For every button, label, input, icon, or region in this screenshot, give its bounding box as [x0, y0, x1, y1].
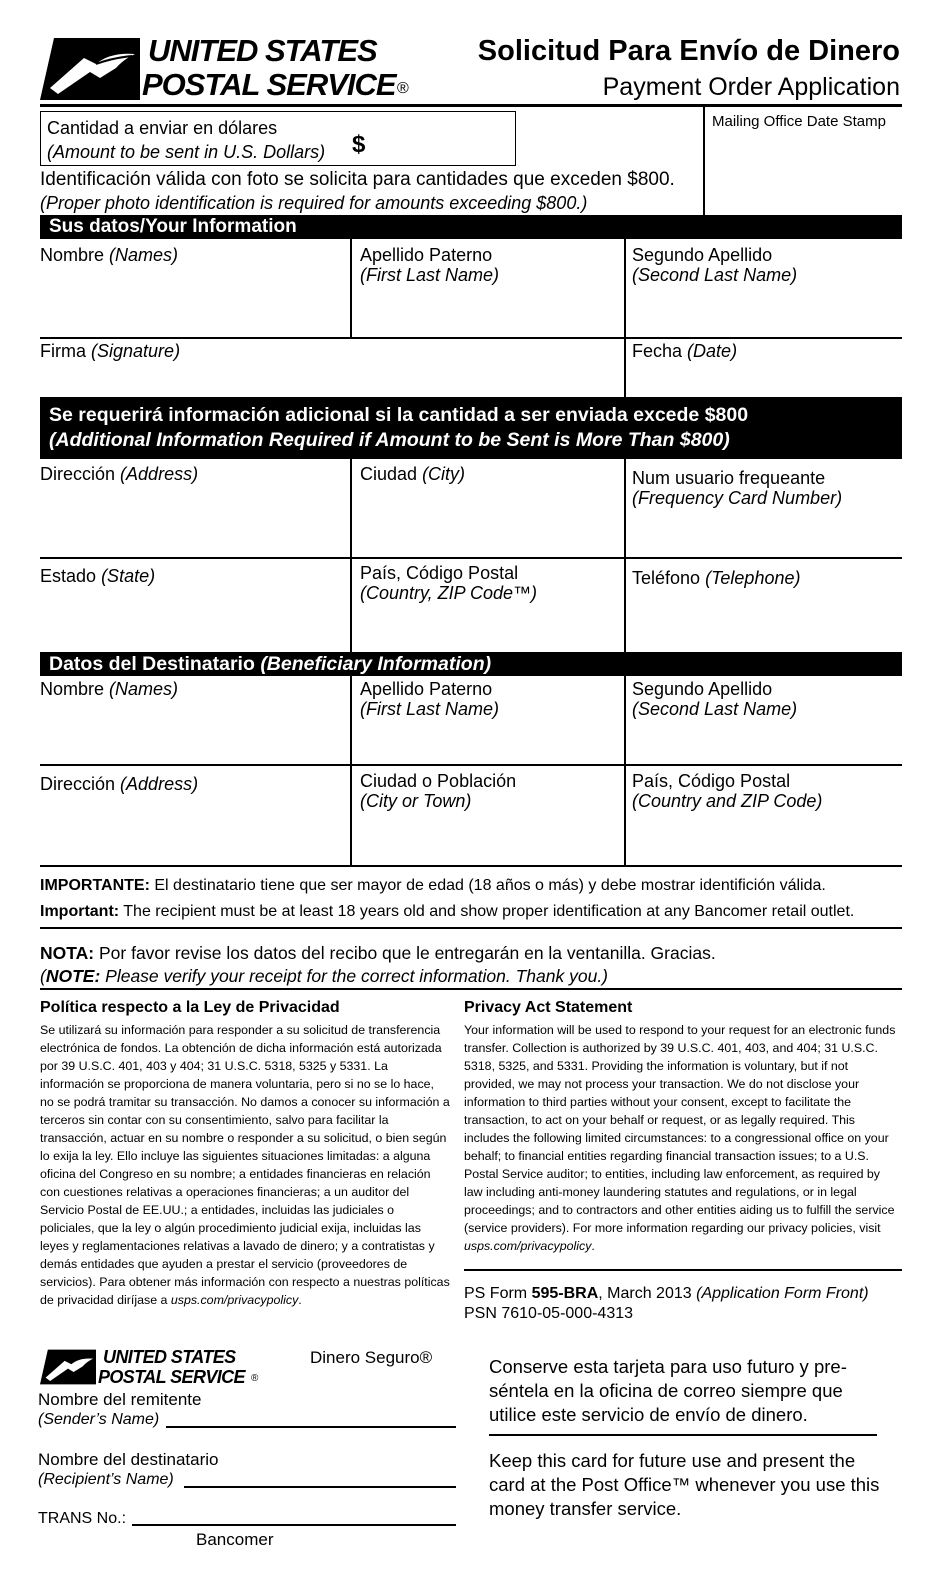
privacy-end-en: . [591, 1239, 595, 1253]
additional-header-en: (Additional Information Required if Amount to be Sent is More Than $800) [49, 429, 730, 451]
frequency-label-en: (Frequency Card Number) [632, 488, 843, 508]
sender-first-last-label-en: (First Last Name) [360, 265, 500, 285]
card-keep-en: Keep this card for future use and present the card at the Post Office™ whenever you use this money transfer service. [489, 1450, 880, 1519]
card-usps-line1: UNITED STATES [103, 1347, 236, 1367]
beneficiary-second-last-field[interactable] [632, 679, 797, 719]
note-label: NOTE: [45, 966, 101, 986]
card-divider [489, 1434, 877, 1436]
city-label-en: (City) [422, 464, 466, 484]
sender-first-last-field[interactable] [360, 245, 499, 285]
country-label-es: País, Código Postal [360, 563, 519, 583]
trans-number-line[interactable] [132, 1524, 456, 1526]
form-info [464, 1284, 902, 1324]
beneficiary-header-es: Datos del Destinatario [49, 653, 255, 675]
country-zip-field[interactable] [360, 563, 537, 603]
card-sender-label-es: Nombre del remitente [38, 1390, 202, 1409]
sender-second-last-field[interactable] [632, 245, 797, 285]
sender-names-field[interactable] [40, 245, 178, 265]
state-field[interactable] [40, 566, 155, 586]
id-note-es: Identificación válida con foto se solicita para cantidades que exceden $800. [40, 169, 675, 190]
privacy-body-es-text: Se utilizará su información para responder a su solicitud de transferencia electrónica de fondos. La obtención de dicha información está autorizada por 39 U.S.C. 401, 403 y 404; 31 U.S.C. 5318, 5325 y 5331. La información se proporciona de manera voluntaria, pero si no se lo hace, no se podrá tramitar su transacción. No damos a conocer su información a terceros sin contar con su consentimiento, salvo para facilitar la transacción, actuar en su nombre o responder a su solicitud, o bien según lo exija la ley. Ello incluye las siguientes situaciones limitadas: a alguna oficina del Congreso en su nombre; a entidades financieras en relación con cuestiones relativas a operaciones financieras; a un auditor del Servicio Postal de EE.UU.; a entidades, incluidas las judiciales o policiales, que la ley o algún procedimiento judicial exija, incluidas las leyes y reglamentaciones relativas a lavado de dinero; y a contratistas y demás entidades que ayuden a prestar el servicio (proveedores de servicios). Para obtener más información con respecto a nuestras políticas de privacidad diríjase a [40, 1023, 450, 1307]
beneficiary-city-label-en: (City or Town) [360, 791, 472, 811]
amount-label-en: (Amount to be sent in U.S. Dollars) [47, 142, 326, 162]
privacy-link-es[interactable]: usps.com/privacypolicy [170, 1293, 299, 1307]
privacy-link-en[interactable]: usps.com/privacypolicy [464, 1239, 592, 1253]
rule [40, 988, 902, 990]
card-usps-eagle-logo [40, 1349, 96, 1385]
privacy-end-es: . [298, 1293, 302, 1307]
privacy-body-en-text: Your information will be used to respond to your request for an electronic funds transfer. Collection is authorized by 39 U.S.C. 401, 403, and 404; 31 U.S.C. 5318, 5325, and 5331. Providing the information is voluntary, but if not provided, we may not process your transaction. We do not disclose your information to third parties without your consent, except to facilitate the transaction, to act on your behalf or request, or as legally required. This includes the following limited circumstances: to a congressional office on your behalf; to financial entities regarding financial transaction issues; to a U.S. Postal Service auditor; to entities, including law enforcement, as required by law including anti-money laundering statutes and regulations, or in legal proceedings; and to contractors and other entities aiding us to fulfill the service (service providers). For more information regarding our privacy policies, visit [464, 1023, 896, 1235]
card-bancomer: Bancomer [196, 1530, 274, 1549]
form-number: 595-BRA [531, 1285, 599, 1302]
signature-label-en: (Signature) [91, 341, 181, 361]
important-text: The recipient must be at least 18 years old and show proper identification at any Bancomer retail outlet. [123, 903, 855, 920]
stamp-divider [703, 107, 705, 215]
header-rule [40, 104, 902, 107]
state-label-es: Estado [40, 566, 97, 586]
card-sender-label-en: (Sender’s Name) [38, 1411, 160, 1428]
state-label-en: (State) [101, 566, 156, 586]
nota-notice [40, 942, 716, 964]
beneficiary-section-header [40, 652, 902, 676]
divider [350, 676, 352, 866]
beneficiary-city-label-es: Ciudad o Población [360, 771, 517, 791]
beneficiary-city-field[interactable] [360, 771, 516, 811]
sender-second-last-label-en: (Second Last Name) [632, 265, 798, 285]
privacy-body-es [40, 1021, 450, 1309]
signature-label-es: Firma [40, 341, 86, 361]
sender-date-field[interactable] [632, 341, 737, 361]
card-recipient-label-en: (Recipient’s Name) [38, 1471, 174, 1488]
card-registered-mark: ® [251, 1373, 259, 1384]
sender-signature-field[interactable] [40, 341, 180, 361]
ps-form-label: PS Form [464, 1285, 528, 1302]
note-notice [40, 965, 608, 987]
address-field[interactable] [40, 464, 198, 484]
row-rule [40, 764, 902, 766]
row-rule [40, 557, 902, 559]
sender-section-header [40, 215, 902, 239]
importante-notice [40, 876, 826, 896]
privacy-title-es: Política respecto a la Ley de Privacidad [40, 999, 340, 1016]
usps-wordmark-line1: UNITED STATES [148, 33, 377, 68]
form-title-en: Payment Order Application [602, 73, 900, 101]
city-field[interactable] [360, 464, 465, 484]
sender-names-label-en: (Names) [109, 245, 179, 265]
country-label-en: (Country, ZIP Code™) [360, 583, 538, 603]
id-note-en: (Proper photo identification is required for amounts exceeding $800.) [40, 193, 588, 213]
additional-header-es: Se requerirá información adicional si la cantidad a ser enviada excede $800 [49, 404, 749, 426]
beneficiary-names-label-en: (Names) [109, 679, 179, 699]
privacy-title-en: Privacy Act Statement [464, 999, 633, 1016]
sender-section-title: Sus datos/Your Information [49, 216, 297, 237]
importante-text: El destinatario tiene que ser mayor de edad (18 años o más) y debe mostrar identifición válida. [154, 877, 826, 894]
divider [350, 239, 352, 337]
card-product-name: Dinero Seguro® [310, 1348, 433, 1367]
beneficiary-address-label-es: Dirección [40, 774, 116, 794]
date-label-en: (Date) [687, 341, 738, 361]
usps-wordmark-line2: POSTAL SERVICE [142, 67, 396, 102]
city-label-es: Ciudad [360, 464, 418, 484]
address-label-en: (Address) [120, 464, 199, 484]
recipient-name-line[interactable] [184, 1486, 456, 1488]
nota-label: NOTA: [40, 943, 95, 963]
card-trans-label: TRANS No.: [38, 1510, 127, 1527]
privacy-body-en [464, 1021, 902, 1255]
beneficiary-first-last-field[interactable] [360, 679, 499, 719]
beneficiary-first-last-label-es: Apellido Paterno [360, 679, 493, 699]
telephone-label-es: Teléfono [632, 568, 701, 588]
beneficiary-country-label-es: País, Código Postal [632, 771, 791, 791]
beneficiary-country-label-en: (Country and ZIP Code) [632, 791, 823, 811]
note-open: ( [40, 966, 46, 986]
dollar-symbol: $ [352, 131, 366, 158]
telephone-label-en: (Telephone) [705, 568, 801, 588]
amount-label-es: Cantidad a enviar en dólares [47, 118, 278, 138]
importante-label: IMPORTANTE: [40, 877, 150, 894]
card-keep-es: Conserve esta tarjeta para uso futuro y preséntela en la oficina de correo siempre que utilice este servicio de envío de dinero. [489, 1356, 847, 1425]
form-title-es: Solicitud Para Envío de Dinero [477, 35, 900, 67]
divider [624, 676, 626, 866]
sender-name-line[interactable] [166, 1426, 456, 1428]
important-notice [40, 902, 854, 922]
divider [624, 239, 626, 397]
date-label-es: Fecha [632, 341, 683, 361]
divider [624, 459, 626, 652]
note-text: Please verify your receipt for the correct information. Thank you.) [105, 966, 609, 986]
row-rule [40, 337, 902, 339]
beneficiary-second-last-label-es: Segundo Apellido [632, 679, 773, 699]
frequency-label-es: Num usuario frequeante [632, 468, 826, 488]
date-stamp-label: Mailing Office Date Stamp [712, 113, 886, 130]
additional-section-header [40, 397, 902, 459]
nota-text: Por favor revise los datos del recibo que le entregarán en la ventanilla. Gracias. [98, 943, 716, 963]
divider [350, 459, 352, 652]
beneficiary-address-label-en: (Address) [120, 774, 199, 794]
card-recipient-label-es: Nombre del destinatario [38, 1450, 219, 1469]
registered-mark: ® [397, 80, 409, 97]
beneficiary-address-field[interactable] [40, 774, 198, 794]
beneficiary-names-label-es: Nombre [40, 679, 105, 699]
usps-eagle-logo [40, 38, 140, 100]
frequency-card-field[interactable] [632, 468, 842, 508]
beneficiary-country-field[interactable] [632, 771, 822, 811]
sender-names-label-es: Nombre [40, 245, 105, 265]
beneficiary-header-en: (Beneficiary Information) [260, 653, 492, 675]
form-date: , March 2013 [598, 1285, 692, 1302]
sender-second-last-label-es: Segundo Apellido [632, 245, 773, 265]
address-label-es: Dirección [40, 464, 116, 484]
beneficiary-second-last-label-en: (Second Last Name) [632, 699, 798, 719]
rule [464, 1269, 902, 1271]
card-usps-line2: POSTAL SERVICE [98, 1367, 245, 1387]
beneficiary-names-field[interactable] [40, 679, 178, 699]
form-description: (Application Form Front) [696, 1285, 869, 1302]
sender-first-last-label-es: Apellido Paterno [360, 245, 493, 265]
important-label: Important: [40, 903, 120, 920]
rule [40, 927, 902, 929]
beneficiary-first-last-label-en: (First Last Name) [360, 699, 500, 719]
telephone-field[interactable] [632, 568, 800, 588]
row-rule [40, 865, 902, 867]
form-psn: PSN 7610-05-000-4313 [464, 1305, 634, 1322]
